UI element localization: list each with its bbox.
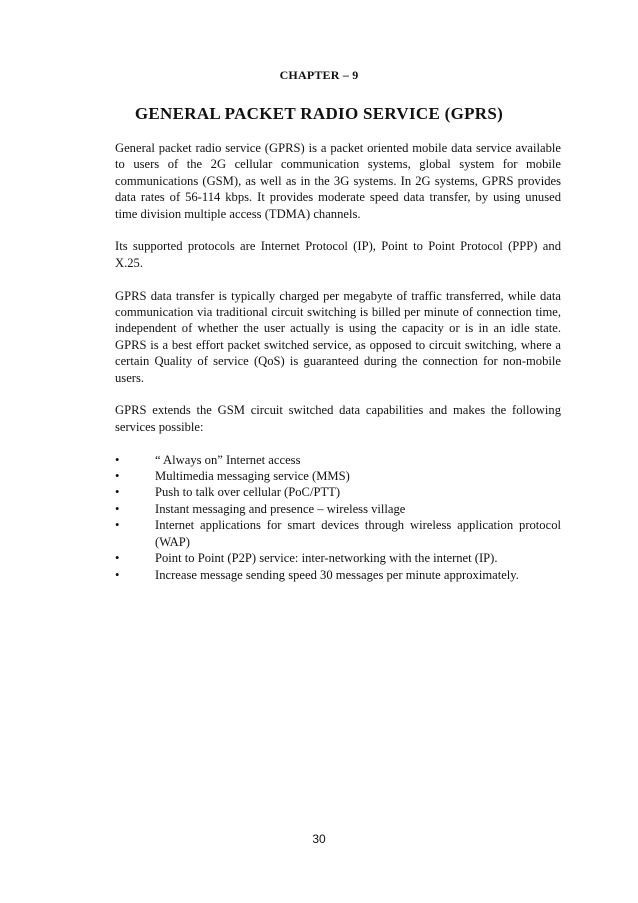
list-item-text: “ Always on” Internet access [155,452,301,467]
bullet-icon: • [115,518,120,533]
bullet-icon: • [115,452,120,467]
list-item-text: Increase message sending speed 30 messages per minute approximately. [155,567,519,582]
bullet-icon: • [115,551,120,566]
list-item [115,452,561,468]
list-item [115,501,561,517]
services-list [115,452,561,583]
list-item-text: Push to talk over cellular (PoC/PTT) [155,485,341,500]
list-item-text: Instant messaging and presence – wireless village [155,501,406,516]
paragraph-charging: GPRS data transfer is typically charged per megabyte of traffic transferred, while data communication via traditional circuit switching is billed per minute of connection time, independent of whether the user actually is using the capacity or is in an idle state. GPRS is a best effort packet switched service, as opposed to circuit switching, where a certain Quality of service (QoS) is guaranteed during the connection for non-mobile users. [115,288,561,385]
list-item [115,484,561,500]
bullet-icon: • [115,567,120,582]
paragraph-intro: General packet radio service (GPRS) is a packet oriented mobile data service available to users of the 2G cellular communication systems, global system for mobile communications (GSM), as well as in the 3G systems. In 2G systems, GPRS provides data rates of 56-114 kbps. It provides moderate speed data transfer, by using unused time division multiple access (TDMA) channels. [115,141,561,221]
list-item [115,468,561,484]
bullet-icon: • [115,485,120,500]
chapter-label: CHAPTER – 9 [279,68,359,82]
list-item-text: Internet applications for smart devices through wireless application protocol (WAP) [155,518,561,549]
paragraph-protocols: Its supported protocols are Internet Protocol (IP), Point to Point Protocol (PPP) and X.25. [115,239,561,270]
list-item-text: Multimedia messaging service (MMS) [155,469,350,484]
list-item-text: Point to Point (P2P) service: inter-networking with the internet (IP). [155,551,498,566]
bullet-icon: • [115,501,120,516]
list-item [115,517,561,550]
section-title: GENERAL PACKET RADIO SERVICE (GPRS) [134,104,504,123]
list-item [115,550,561,566]
list-item [115,567,561,583]
document-body [115,140,561,583]
paragraph-services-intro: GPRS extends the GSM circuit switched data capabilities and makes the following services possible: [115,403,561,434]
page-number: 30 [312,832,326,846]
bullet-icon: • [115,469,120,484]
